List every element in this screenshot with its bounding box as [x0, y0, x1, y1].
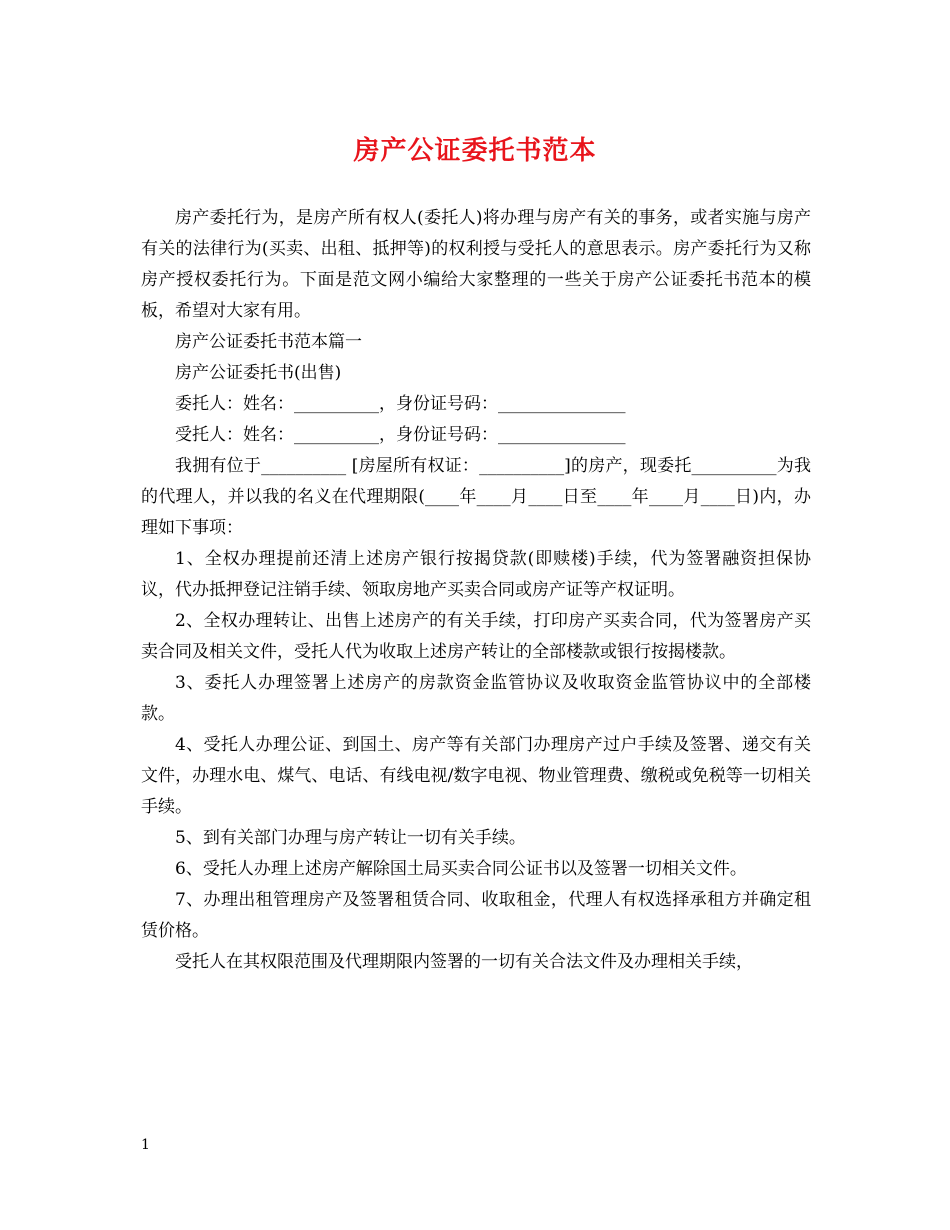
agent-line: 受托人：姓名：__________，身份证号码：_______________ — [175, 425, 626, 445]
item-4: 4、受托人办理公证、到国土、房产等有关部门办理房产过户手续及签署、递交有关文件，办理水电、煤气、电话、有线电视/数字电视、物业管理费、缴税或免税等一切相关手续。 — [141, 735, 811, 817]
item-2: 2、全权办理转让、出售上述房产的有关手续，打印房产买卖合同，代为签署房产买卖合同及相关文件，受托人代为收取上述房产转让的全部楼款或银行按揭楼款。 — [141, 611, 811, 662]
item-7: 7、办理出租管理房产及签署租赁合同、收取租金，代理人有权选择承租方并确定租赁价格。 — [141, 890, 811, 941]
document-body — [141, 203, 811, 978]
sub-heading: 房产公证委托书(出售) — [175, 363, 342, 383]
item-5: 5、到有关部门办理与房产转让一切有关手续。 — [175, 828, 526, 848]
intro-paragraph: 房产委托行为，是房产所有权人(委托人)将办理与房产有关的事务，或者实施与房产有关的法律行为(买卖、出租、抵押等)的权利授与受托人的意思表示。房产委托行为又称房产授权委托行为。下面是范文网小编给大家整理的一些关于房产公证委托书范本的模板，希望对大家有用。 — [141, 208, 811, 321]
item-1: 1、全权办理提前还清上述房产银行按揭贷款(即赎楼)手续，代为签署融资担保协议，代办抵押登记注销手续、领取房地产买卖合同或房产证等产权证明。 — [141, 549, 811, 600]
section-heading: 房产公证委托书范本篇一 — [175, 332, 362, 352]
item-3: 3、委托人办理签署上述房产的房款资金监管协议及收取资金监管协议中的全部楼款。 — [141, 673, 811, 724]
principal-line: 委托人：姓名：__________，身份证号码：_______________ — [175, 394, 626, 414]
document-title: 房产公证委托书范本 — [353, 136, 597, 166]
statement-paragraph: 我拥有位于__________ [房屋所有权证：__________]的房产，现委托__________为我的代理人，并以我的名义在代理期限(____年____月____日至____年____月____日)内，办理如下事项： — [141, 456, 811, 538]
page-number: 1 — [141, 1137, 150, 1153]
closing-paragraph: 受托人在其权限范围及代理期限内签署的一切有关合法文件及办理相关手续， — [175, 952, 753, 972]
item-6: 6、受托人办理上述房产解除国土局买卖合同公证书以及签署一切相关文件。 — [175, 859, 747, 879]
